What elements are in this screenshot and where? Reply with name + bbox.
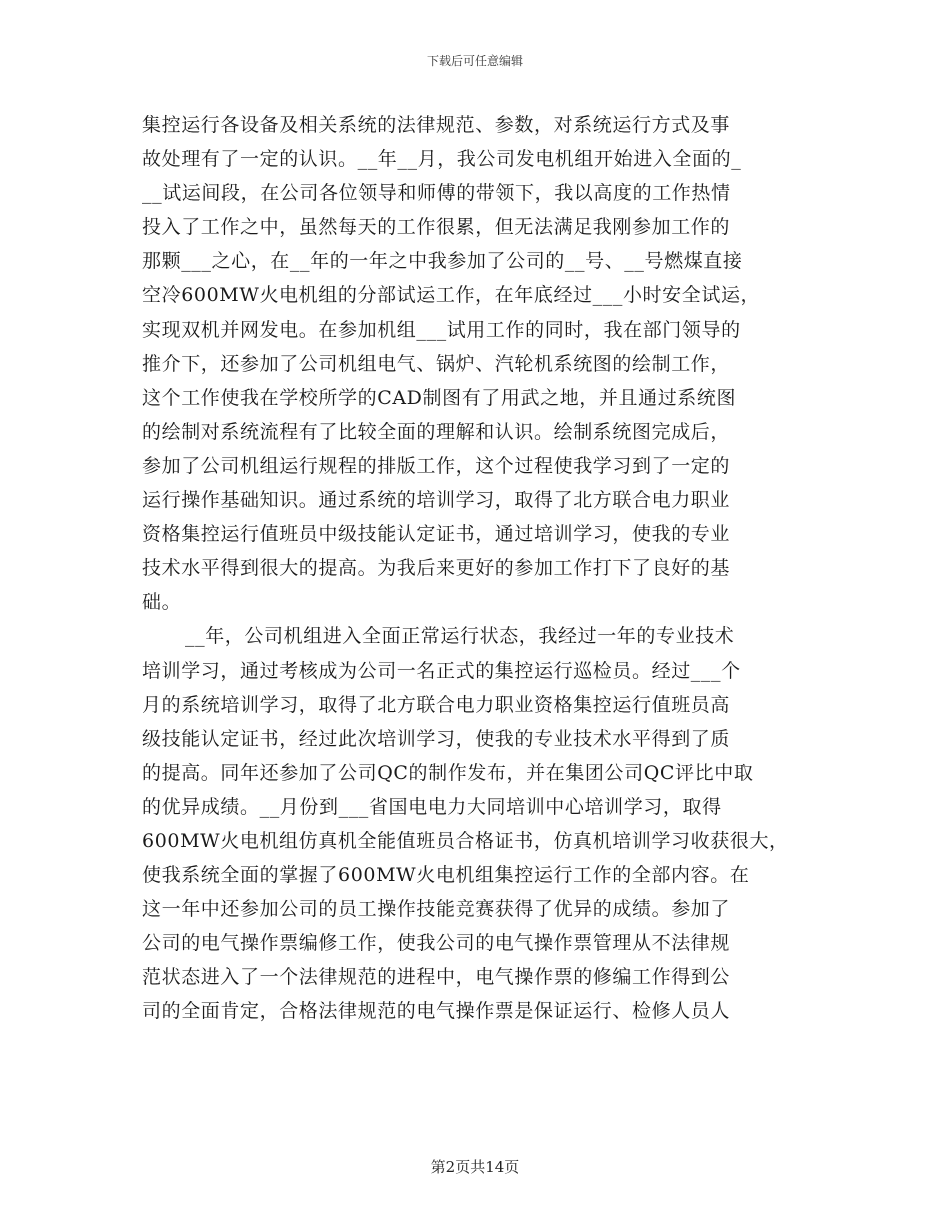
text-line: 级技能认定证书，经过此次培训学习，使我的专业技术水平得到了质 — [142, 727, 731, 750]
text-line: 这一年中还参加公司的员工操作技能竞赛获得了优异的成绩。参加了 — [142, 898, 731, 921]
text-line: 公司的电气操作票编修工作，使我公司的电气操作票管理从不法律规 — [142, 932, 731, 955]
text-line: 使我系统全面的掌握了600MW火电机组集控运行工作的全部内容。在 — [142, 864, 750, 887]
text-line: 这个工作使我在学校所学的CAD制图有了用武之地，并且通过系统图 — [142, 386, 737, 409]
document-body — [142, 108, 842, 1029]
text-line: 投入了工作之中，虽然每天的工作很累，但无法满足我刚参加工作的 — [142, 216, 731, 239]
text-line: __试运间段，在公司各位领导和师傅的带领下，我以高度的工作热情 — [142, 182, 731, 205]
text-line: 600MW火电机组仿真机全能值班员合格证书，仿真机培训学习收获很大， — [142, 829, 789, 852]
text-line: 范状态进入了一个法律规范的进程中，电气操作票的修编工作得到公 — [142, 966, 731, 989]
text-line: 培训学习，通过考核成为公司一名正式的集控运行巡检员。经过___个 — [142, 659, 741, 682]
text-line: 参加了公司机组运行规程的排版工作，这个过程使我学习到了一定的 — [142, 454, 731, 477]
text-line: 那颗___之心，在__年的一年之中我参加了公司的__号、__号燃煤直接 — [142, 250, 743, 273]
text-line: 的优异成绩。__月份到___省国电电力大同培训中心培训学习，取得 — [142, 795, 722, 818]
text-line: 技术水平得到很大的提高。为我后来更好的参加工作打下了良好的基 — [142, 557, 731, 580]
text-line: 推介下，还参加了公司机组电气、锅炉、汽轮机系统图的绘制工作， — [142, 352, 731, 375]
page-footer: 第2页共14页 — [430, 1158, 520, 1176]
text-line: 的提高。同年还参加了公司QC的制作发布，并在集团公司QC评比中取 — [142, 761, 754, 784]
text-line: 运行操作基础知识。通过系统的培训学习，取得了北方联合电力职业 — [142, 489, 731, 512]
text-line: 月的系统培训学习，取得了北方联合电力职业资格集控运行值班员高 — [142, 693, 731, 716]
text-line: 资格集控运行值班员中级技能认定证书，通过培训学习，使我的专业 — [142, 523, 731, 546]
text-line: 故处理有了一定的认识。__年__月，我公司发电机组开始进入全面的_ — [142, 148, 742, 171]
text-line: 的绘制对系统流程有了比较全面的理解和认识。绘制系统图完成后， — [142, 420, 731, 443]
text-line: 司的全面肯定，合格法律规范的电气操作票是保证运行、检修人员人 — [142, 1000, 731, 1023]
text-line: 础。 — [142, 591, 182, 614]
text-line: 集控运行各设备及相关系统的法律规范、参数，对系统运行方式及事 — [142, 114, 731, 136]
page-header: 下载后可任意编辑 — [426, 54, 523, 68]
text-line: 空冷600MW火电机组的分部试运工作，在年底经过___小时安全试运， — [142, 284, 761, 307]
text-line: __年，公司机组进入全面正常运行状态，我经过一年的专业技术 — [185, 625, 735, 648]
text-line: 实现双机并网发电。在参加机组___试用工作的同时，我在部门领导的 — [142, 318, 741, 341]
